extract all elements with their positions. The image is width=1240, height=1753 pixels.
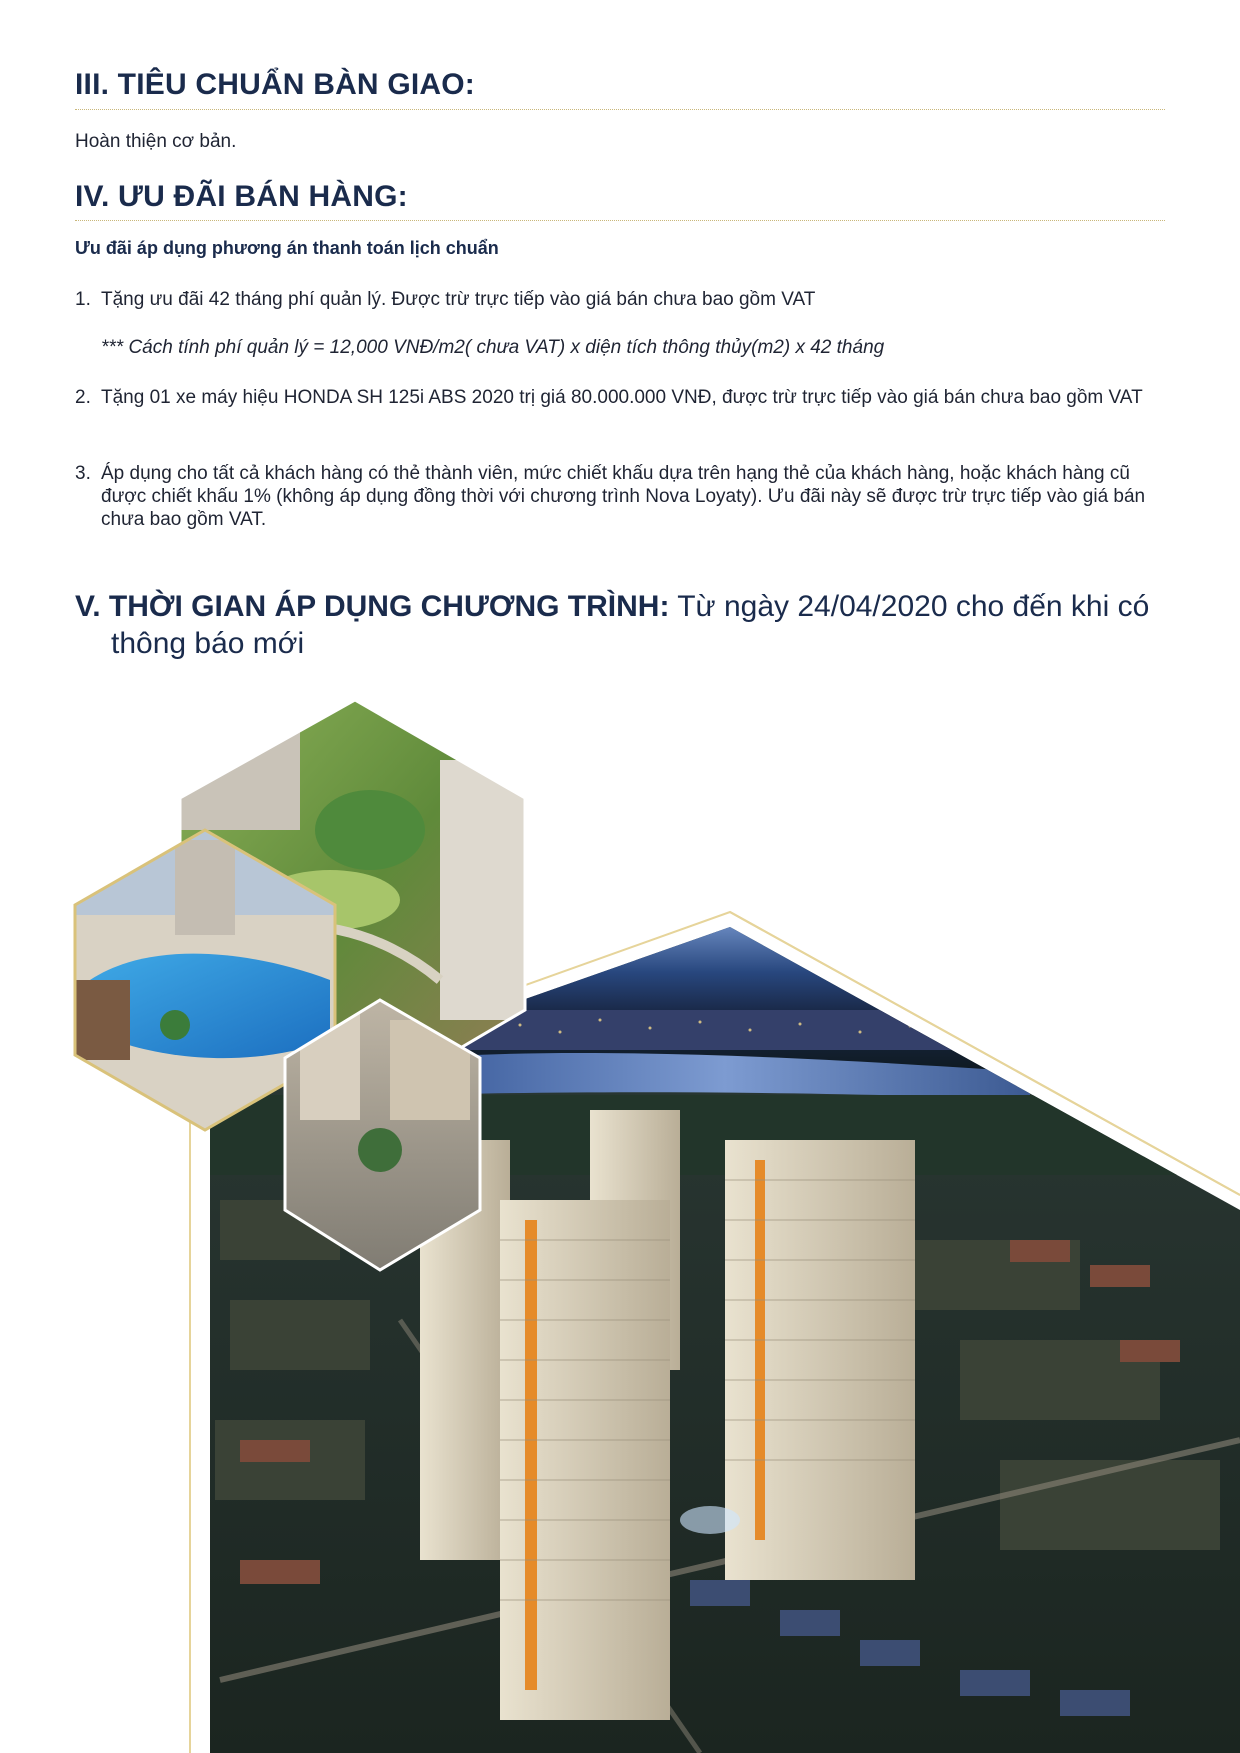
section-4-rule <box>75 220 1165 221</box>
offer-item-1 <box>75 288 1165 311</box>
section-5-heading-bold: V. THỜI GIAN ÁP DỤNG CHƯƠNG TRÌNH: <box>75 590 670 623</box>
offer-item-text: Tặng ưu đãi 42 tháng phí quản lý. Được trừ trực tiếp vào giá bán chưa bao gồm VAT <box>101 289 816 310</box>
offer-item-2 <box>75 386 1165 409</box>
section-5-heading-date: Từ ngày 24/04/2020 cho đến khi có <box>669 590 1150 623</box>
offer-item-text: Áp dụng cho tất cả khách hàng có thẻ thành viên, mức chiết khấu dựa trên hạng thẻ của khách hàng, hoặc khách hàng cũ được chiết khấu 1% (không áp dụng đồng thời với chương trình Nova Loyaty). Ưu đãi này sẽ được trừ trực tiếp vào giá bán chưa bao gồm VAT. <box>101 463 1146 530</box>
offer-item-text: Tặng 01 xe máy hiệu HONDA SH 125i ABS 2020 trị giá 80.000.000 VNĐ, được trừ trực tiếp vào giá bán chưa bao gồm VAT <box>101 387 1143 408</box>
section-3-heading: III. TIÊU CHUẨN BÀN GIAO: <box>75 68 475 101</box>
section-4-heading: IV. ƯU ĐÃI BÁN HÀNG: <box>75 180 408 213</box>
section-3-body: Hoàn thiện cơ bản. <box>75 131 237 152</box>
section-3-rule <box>75 109 1165 110</box>
offer-item-3 <box>75 462 1165 531</box>
management-fee-note: *** Cách tính phí quản lý = 12,000 VNĐ/m2( chưa VAT) x diện tích thông thủy(m2) x 42 tháng <box>101 337 885 358</box>
offer-item-number: 1. <box>75 289 91 310</box>
project-image-collage <box>0 680 1240 1753</box>
section-5-heading <box>75 588 1175 662</box>
section-4-subheading: Ưu đãi áp dụng phương án thanh toán lịch chuẩn <box>75 238 499 258</box>
section-5-heading-line2: thông báo mới <box>111 627 305 660</box>
offer-item-number: 2. <box>75 387 91 408</box>
offer-item-number: 3. <box>75 463 91 484</box>
